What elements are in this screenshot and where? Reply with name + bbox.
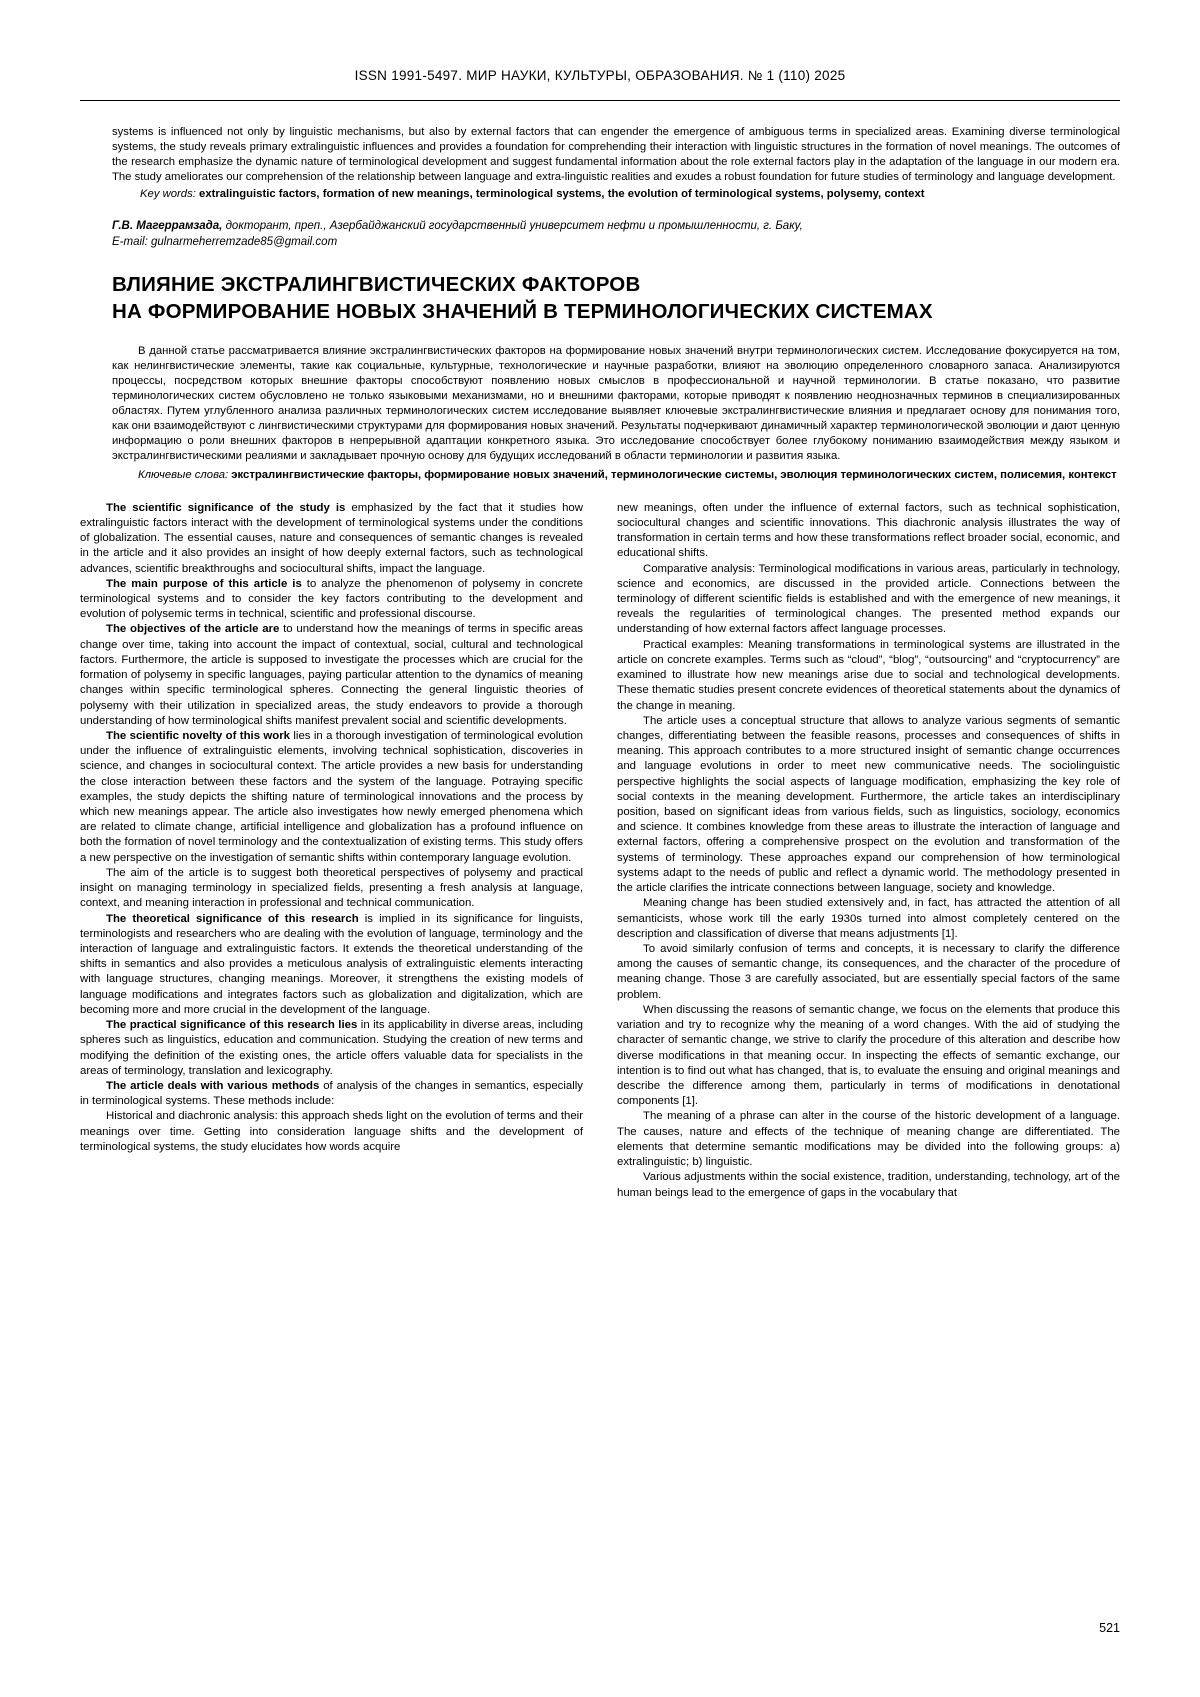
body-paragraph	[80, 577, 583, 623]
keywords-english-value: extralinguistic factors, formation of new meanings, terminological systems, the evolution of terminological systems, polysemy, context	[199, 188, 925, 201]
body-paragraph	[617, 638, 1120, 714]
keywords-english-label: Key words:	[140, 188, 196, 201]
paragraph-text: to analyze the phenomenon of polysemy in concrete terminological systems and to consider the key factors contributing to the development and evolution of polysemic terms in technical, scientific and professional discourse.	[80, 577, 583, 621]
paragraph-lead: The objectives of the article are	[106, 623, 280, 636]
paragraph-lead: The article deals with various methods	[106, 1079, 320, 1092]
body-left-column	[80, 501, 583, 1201]
keywords-russian	[80, 468, 1120, 483]
author-email: gulnarmeherremzade85@gmail.com	[150, 236, 338, 249]
body-paragraph	[80, 912, 583, 1019]
body-paragraph	[80, 622, 583, 729]
body-columns	[80, 501, 1120, 1201]
body-paragraph	[617, 896, 1120, 942]
running-head: ISSN 1991-5497. МИР НАУКИ, КУЛЬТУРЫ, ОБРАЗОВАНИЯ. № 1 (110) 2025	[354, 68, 846, 83]
author-affiliation: докторант, преп., Азербайджанский государственный университет нефти и промышленности, г. Баку,	[225, 220, 803, 233]
keywords-russian-value: экстралингвистические факторы, формирование новых значений, терминологические системы, эволюция терминологических систем, полисемия, контекст	[231, 468, 1117, 481]
paragraph-text: to understand how the meanings of terms in specific areas change over time, taking into account the impact of contextual, social, cultural and technological factors. Furthermore, the article is supposed to investigate the processes which are crucial for the formation of polysemy in specific languages, paying particular attention to the dynamics of meaning changes within specific terminological spheres. Connecting the general linguistic theories of polysemy with their utilization in specialized areas, the study endeavors to provide a thorough understanding of how terminological shifts manifest prevalent social and scientific developments.	[80, 623, 583, 727]
paragraph-text: When discussing the reasons of semantic change, we focus on the elements that produce this variation and try to recognize why the meaning of a word changes. With the aid of studying the character of semantic change, we strive to clarify the procedure of this alteration and describe how diverse modifications in that meaning occur. In inspecting the effects of semantic exchange, our intention is to find out what has changed, that is, to evaluate the ensuing and original meanings and describe the difference among them, particularly in terms of modifications in denotational components [1].	[617, 1003, 1120, 1108]
body-paragraph	[80, 501, 583, 577]
body-paragraph	[80, 1109, 583, 1155]
page-title	[80, 272, 1120, 325]
paragraph-text: To avoid similarly confusion of terms and concepts, it is necessary to clarify the difference among the causes of semantic change, its consequences, and the character of the procedure of meaning change. Those 3 are carefully associated, but are essentially special factors of the same problem.	[617, 943, 1120, 1001]
body-paragraph	[617, 501, 1120, 562]
body-paragraph	[80, 1018, 583, 1079]
paragraph-text: The article uses a conceptual structure that allows to analyze various segments of semantic changes, differentiating between the feasible reasons, processes and consequences of shifts in meaning. This approach contributes to a more structured insight of semantic change occurrences and language evolutions in order to meet new communicative needs. The sociolinguistic perspective highlights the social aspects of language modification, emphasizing the key role of social contexts in the meaning development. Furthermore, the article takes an interdisciplinary position, based on significant ideas from various fields, such as linguistics, sociology, economics and science. It combines knowledge from these areas to illustrate the interaction of language and external factors, offering a comprehensive prospect on the evolution and transformation of the systems of terminology. These approaches expand our comprehension of how terminological systems adapt to the needs of public and reflect a dynamic world. The methodology presented in the article clarifies the intricate connections between language, society and knowledge.	[617, 714, 1120, 895]
keywords-english	[80, 187, 1120, 202]
abstract-russian-text: В данной статье рассматривается влияние экстралингвистических факторов на формирование новых значений внутри терминологических систем. Исследование фокусируется на том, как нелингвистические элементы, такие как социальные, культурные, технологические и научные разработки, влияют на эволюцию определенного словарного запаса. Анализируются процессы, посредством которых внешние факторы способствуют появлению новых смыслов в профессиональной и научной терминологии. В статье показано, что развитие терминологических систем обусловлено не только языковыми механизмами, но и внешними факторами, которые приводят к появлению неоднозначных терминов в специализированных областях. Путем углубленного анализа различных терминологических систем исследование выявляет ключевые экстралингвистические влияния и предлагает основу для понимания того, как они взаимодействуют с лингвистическими структурами для формирования новых значений. Результаты подчеркивают динамичный характер терминологической эволюции и дают ценную информацию о роли внешних факторов в непрерывной адаптации конкретного языка. Это исследование способствует более глубокому пониманию взаимодействия между языком и экстралингвистическими реалиями и закладывает прочную основу для будущих исследований в области терминологии и развития языка.	[112, 344, 1120, 463]
page-number: 521	[1099, 1621, 1120, 1635]
body-paragraph	[617, 1170, 1120, 1200]
header-divider	[80, 100, 1120, 101]
body-paragraph	[80, 729, 583, 866]
author-email-label: E-mail:	[112, 236, 148, 249]
body-paragraph	[80, 866, 583, 912]
author-block	[80, 218, 1120, 250]
abstract-russian	[80, 344, 1120, 465]
paragraph-lead: The practical significance of this research lies	[106, 1019, 358, 1032]
abstract-english-text: systems is influenced not only by linguistic mechanisms, but also by external factors that can engender the emergence of ambiguous terms in specialized areas. Examining diverse terminological systems, the study reveals primary extralinguistic influences and provides a foundation for comprehending their interaction with linguistic structures in the formation of novel meanings. The outcomes of the research emphasize the dynamic nature of terminological development and suggest fundamental information about the role external factors play in the adaptation of the language in our modern era. The study ameliorates our comprehension of the relationship between language and extra-linguistic realities and exudes a robust foundation for future studies of terminology and language development.	[112, 126, 1120, 184]
page-content	[80, 125, 1120, 1201]
paragraph-text: Comparative analysis: Terminological modifications in various areas, particularly in technology, science and economics, are discussed in the provided article. Connections between the terminology of different scientific fields is established and with the emergence of new meanings, it reveals the regularities of terminological changes. The presented method expands our understanding of how external factors affect language processes.	[617, 562, 1120, 636]
paragraph-lead: The scientific novelty of this work	[106, 729, 290, 742]
paragraph-text: Meaning change has been studied extensively and, in fact, has attracted the attention of all semanticists, whose work till the early 1930s turned into almost completely centered on the description and classification of diverse that means adjustments [1].	[617, 897, 1120, 940]
paragraph-text: Historical and diachronic analysis: this approach sheds light on the evolution of terms and their meanings over time. Getting into consideration language shifts and the development of terminological systems, the study elucidates how words acquire	[80, 1110, 583, 1153]
abstract-english	[80, 125, 1120, 185]
paragraph-lead: The theoretical significance of this research	[106, 912, 359, 925]
paragraph-text: Practical examples: Meaning transformations in terminological systems are illustrated in the article on concrete examples. Terms such as “cloud”, “blog”, “outsourcing” and “cryptocurrency” are examined to illustrate how new meanings arise due to social and technological developments. These thematic studies present concrete evidences of theoretical statements about the dynamics of the change in meaning.	[617, 638, 1120, 712]
body-paragraph	[617, 714, 1120, 897]
body-paragraph	[617, 1003, 1120, 1110]
paragraph-text: lies in a thorough investigation of terminological evolution under the influence of extralinguistic elements, involving technical sophistication, discoveries in science, and changes in sociocultural context. The article provides a new basis for understanding the close interaction between these factors and the system of the language. Potraying specific examples, the study depicts the shifting nature of terminological innovations and the process by which new meanings appear. The article also investigates how newly emerged phenomena which are related to climate change, artificial intelligence and globalization has a profound influence on both the formation of novel terminology and the contextualization of existing terms. This study offers a new perspective on the investigation of semantic shifts within contemporary language evolution.	[80, 729, 583, 864]
page-title-line-1: ВЛИЯНИЕ ЭКСТРАЛИНГВИСТИЧЕСКИХ ФАКТОРОВ	[112, 273, 641, 297]
paragraph-text: emphasized by the fact that it studies how extralinguistic factors interact with the development of terminological systems under the conditions of globalization. The essential causes, nature and consequences of semantic changes is revealed in the article and it also provides an insight of how deeply external factors, such as technological advances, scientific breakthroughs and sociocultural shifts, impact the language.	[80, 501, 583, 575]
paragraph-text: The aim of the article is to suggest both theoretical perspectives of polysemy and practical insight on managing terminology in specialized fields, presenting a fresh analysis at language, context, and meaning interaction in professional and technical communication.	[80, 866, 583, 910]
body-right-column	[617, 501, 1120, 1201]
body-paragraph	[617, 562, 1120, 638]
keywords-russian-label: Ключевые слова:	[138, 468, 229, 481]
body-paragraph	[617, 1109, 1120, 1170]
paragraph-text: new meanings, often under the influence of external factors, such as technical sophistication, sociocultural changes and scientific innovations. This diachronic analysis illustrates the way of transformation in certain terms and how these transformations reflect broader social, economic, and educational shifts.	[617, 501, 1120, 560]
author-name: Г.В. Магеррамзада,	[112, 220, 223, 233]
page-title-line-2: НА ФОРМИРОВАНИЕ НОВЫХ ЗНАЧЕНИЙ В ТЕРМИНОЛОГИЧЕСКИХ СИСТЕМАХ	[112, 299, 933, 323]
paragraph-text: of analysis of the changes in semantics, especially in terminological systems. These methods include:	[80, 1079, 583, 1108]
paragraph-text: The meaning of a phrase can alter in the course of the historic development of a language. The causes, nature and effects of the technique of meaning change are differentiated. The elements that determine semantic modifications may be divided into the following groups: a) extralinguistic; b) linguistic.	[617, 1110, 1120, 1169]
paragraph-lead: The scientific significance of the study is	[106, 501, 346, 514]
body-paragraph	[617, 942, 1120, 1003]
paragraph-text: Various adjustments within the social existence, tradition, understanding, technology, art of the human beings lead to the emergence of gaps in the vocabulary that	[617, 1171, 1120, 1199]
paragraph-lead: The main purpose of this article is	[106, 577, 302, 590]
paragraph-text: is implied in its significance for linguists, terminologists and researchers who are dealing with the evolution of language, terminology and the interaction of language and extralinguistic factors. It extends the theoretical understanding of the shifts in semantics and also provides a meticulous analysis of extralinguistic elements interacting with language structures, changing meanings. Moreover, it strengthens the existing models of language modifications and integrates factors such as globalization and digitalization, which are becoming more and more crucial in the development of the language.	[80, 912, 583, 1016]
body-paragraph	[80, 1079, 583, 1109]
paragraph-text: in its applicability in diverse areas, including spheres such as linguistics, education and communication. Studying the creation of new terms and modifying the definition of the existing ones, the article offers valuable data for specialists in the areas of terminology, translation and lexicography.	[80, 1019, 583, 1077]
